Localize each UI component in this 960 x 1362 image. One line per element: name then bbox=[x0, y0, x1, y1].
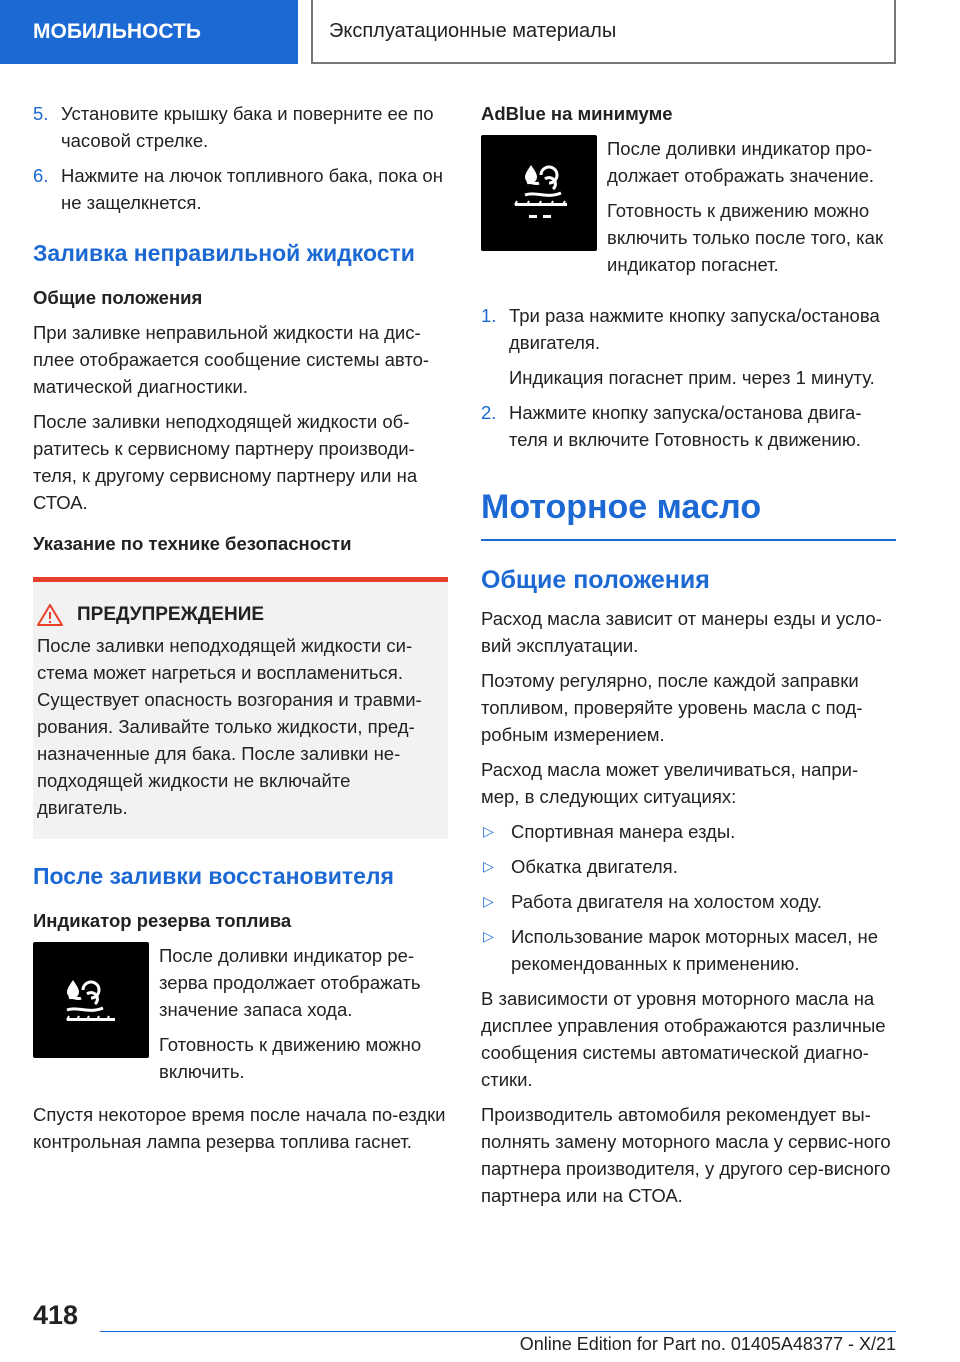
adblue-row bbox=[481, 135, 896, 286]
step-subtext: Индикация погаснет прим. через 1 минуту. bbox=[509, 367, 875, 388]
paragraph: Спустя некоторое время после начала по-ездки контрольная лампа резерва топлива гаснет. bbox=[33, 1104, 446, 1152]
step-2 bbox=[481, 399, 896, 453]
step-number: 5. bbox=[33, 103, 49, 124]
list-item: ▷ Работа двигателя на холостом ходу. bbox=[481, 888, 896, 915]
warning-header bbox=[33, 604, 448, 626]
list-item: ▷ Обкатка двигателя. bbox=[481, 853, 896, 880]
step-number: 2. bbox=[481, 402, 497, 423]
triangle-bullet-icon: ▷ bbox=[483, 858, 494, 874]
paragraph: При заливке неправильной жидкости на дис-плее отображается сообщение системы авто-матической диагностики. bbox=[33, 322, 430, 397]
paragraph: Готовность к движению можно включить. bbox=[159, 1034, 422, 1082]
heading-engine-oil: Моторное масло bbox=[481, 487, 896, 541]
heading-general: Общие положения bbox=[481, 566, 710, 594]
paragraph: После доливки индикатор ре-зерва продолжает отображать значение запаса хода. bbox=[159, 945, 421, 1020]
heading-wrong-fluid: Заливка неправильной жидкости bbox=[33, 240, 415, 266]
warning-triangle-icon bbox=[37, 604, 63, 626]
footer-divider bbox=[100, 1331, 896, 1332]
paragraph: В зависимости от уровня моторного масла на дисплее управления отображаются различные сообщения системы автоматической диагно-стики. bbox=[481, 988, 886, 1090]
heading-general: Общие положения bbox=[33, 287, 203, 308]
edition-info: Online Edition for Part no. 01405A48377 - X/21 bbox=[519, 1334, 896, 1354]
step-text: Установите крышку бака и поверните ее по часовой стрелке. bbox=[61, 103, 434, 151]
step-text: Три раза нажмите кнопку запуска/останова двигателя. bbox=[509, 305, 880, 353]
indicator-row bbox=[33, 942, 448, 1093]
paragraph: Производитель автомобиля рекомендует вы-полнять замену моторного масла у сервис-ного партнера производителя, у другого сер-висного партнера или на СТОА. bbox=[481, 1104, 891, 1206]
chapter-title: Эксплуатационные материалы bbox=[311, 0, 896, 64]
paragraph: Расход масла зависит от манеры езды и усло-вий эксплуатации. bbox=[481, 608, 882, 656]
step-number: 6. bbox=[33, 165, 49, 186]
section-tab[interactable]: МОБИЛЬНОСТЬ bbox=[0, 0, 298, 64]
step-number: 1. bbox=[481, 305, 497, 326]
reserve-lamp-icon bbox=[33, 942, 149, 1058]
paragraph: Готовность к движению можно включить только после того, как индикатор погаснет. bbox=[607, 200, 884, 275]
step-text: Нажмите на лючок топливного бака, пока он не защелкнется. bbox=[61, 165, 443, 213]
triangle-bullet-icon: ▷ bbox=[483, 893, 494, 909]
adblue-lamp-icon bbox=[481, 135, 597, 251]
page-number: 418 bbox=[33, 1300, 79, 1330]
triangle-bullet-icon: ▷ bbox=[483, 823, 494, 839]
heading-indicator: Индикатор резерва топлива bbox=[33, 910, 292, 931]
paragraph: Поэтому регулярно, после каждой заправки топливом, проверяйте уровень масла с под-робным измерением. bbox=[481, 670, 863, 745]
step-text: Нажмите кнопку запуска/останова двига-теля и включите Готовность к движению. bbox=[509, 402, 862, 450]
list-item: ▷ Спортивная манера езды. bbox=[481, 818, 896, 845]
paragraph: После заливки неподходящей жидкости об-ратитесь к сервисному партнеру производи-теля, к другому сервисному партнеру или на СТОА. bbox=[33, 411, 418, 513]
list-item: ▷ Использование марок моторных масел, не рекомендованных к применению. bbox=[481, 923, 896, 977]
heading-safety: Указание по технике безопасности bbox=[33, 533, 352, 554]
triangle-bullet-icon: ▷ bbox=[483, 928, 494, 944]
heading-restorer: После заливки восстановителя bbox=[33, 863, 394, 889]
left-column bbox=[33, 100, 448, 1163]
right-column bbox=[481, 100, 896, 1217]
paragraph: Расход масла может увеличиваться, напри-мер, в следующих ситуациях: bbox=[481, 759, 859, 807]
paragraph: После доливки индикатор про-должает отображать значение. bbox=[607, 138, 875, 186]
heading-adblue: AdBlue на минимуме bbox=[481, 103, 673, 124]
step-1 bbox=[481, 302, 896, 391]
step-6 bbox=[33, 162, 448, 216]
warning-title: ПРЕДУПРЕЖДЕНИЕ bbox=[77, 604, 265, 625]
step-5 bbox=[33, 100, 448, 154]
warning-text: После заливки неподходящей жидкости си-стема может нагреться и воспламениться. Существует опасность возгорания и травми-рования. Заливайте только жидкости, пред-назначенные для бака. После заливки не-подходящей жидкости не включайте двигатель. bbox=[37, 635, 422, 818]
warning-box bbox=[33, 577, 448, 839]
